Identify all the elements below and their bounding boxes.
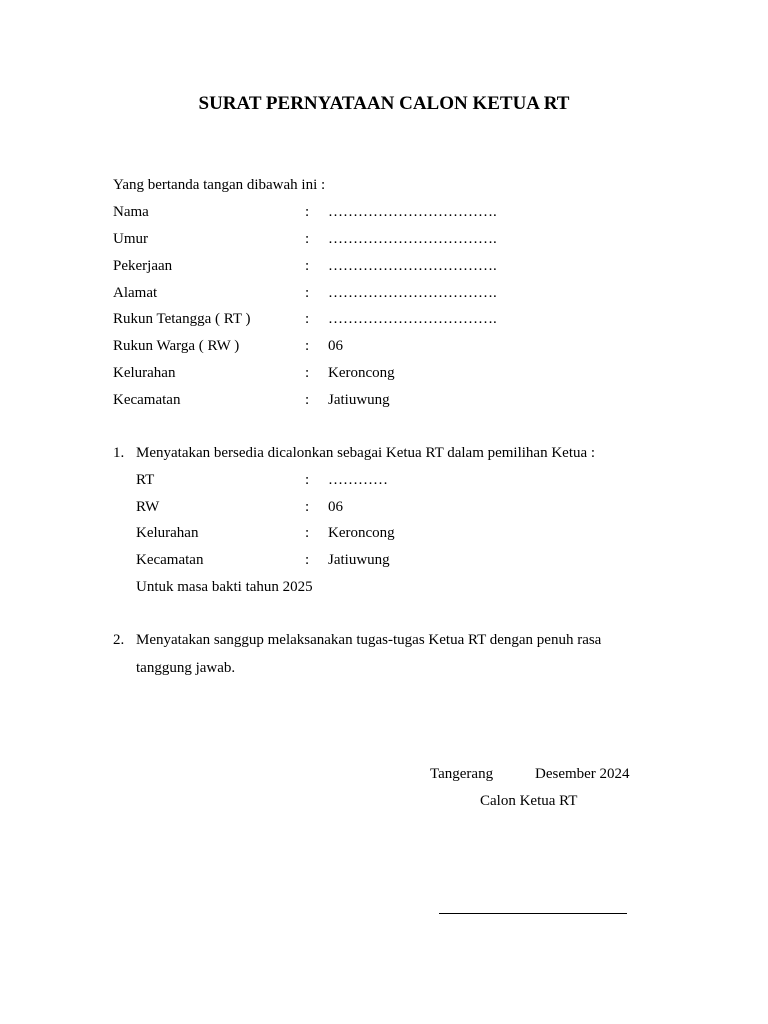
field-value: ……………………………. [328,231,497,247]
field-colon: : [305,392,310,408]
field-label: RT [136,472,155,488]
field-label: Kelurahan [136,525,199,541]
field-colon: : [305,552,310,568]
statement-text: Menyatakan sanggup melaksanakan tugas-tugas Ketua RT dengan penuh rasa [136,632,602,648]
field-colon: : [305,499,310,515]
field-label: Rukun Warga ( RW ) [113,338,240,354]
field-colon: : [305,338,310,354]
field-value: Keroncong [328,525,395,541]
field-label: Umur [113,231,148,247]
field-colon: : [305,285,310,301]
field-value: ……………………………. [328,311,497,327]
field-value: Jatiuwung [328,552,390,568]
field-label: RW [136,499,160,515]
field-label: Pekerjaan [113,258,173,274]
field-colon: : [305,258,310,274]
field-value: 06 [328,338,343,354]
field-label: Kelurahan [113,365,176,381]
document-title: SURAT PERNYATAAN CALON KETUA RT [198,93,570,114]
field-value: ……………………………. [328,258,497,274]
field-label: Kecamatan [136,552,204,568]
field-value: Jatiuwung [328,392,390,408]
field-colon: : [305,311,310,327]
statement-text-continued: tanggung jawab. [136,660,236,676]
signature-city: Tangerang [430,766,494,782]
field-value: ……………………………. [328,204,497,220]
field-colon: : [305,472,310,488]
signature-date: Desember 2024 [535,766,630,782]
field-label: Alamat [113,285,158,301]
statement-number: 1. [113,445,125,461]
field-value: 06 [328,499,343,515]
term-text: Untuk masa bakti tahun 2025 [136,579,313,595]
field-colon: : [305,365,310,381]
field-colon: : [305,204,310,220]
field-label: Nama [113,204,149,220]
field-value: Keroncong [328,365,395,381]
statement-text: Menyatakan bersedia dicalonkan sebagai Ketua RT dalam pemilihan Ketua : [136,445,596,461]
field-colon: : [305,231,310,247]
field-value: ………… [328,472,388,488]
statement-number: 2. [113,632,125,648]
field-value: ……………………………. [328,285,497,301]
signature-role: Calon Ketua RT [480,793,578,809]
field-colon: : [305,525,310,541]
field-label: Kecamatan [113,392,181,408]
field-label: Rukun Tetangga ( RT ) [113,311,251,327]
intro-text: Yang bertanda tangan dibawah ini : [113,177,326,193]
signature-line [439,913,627,914]
